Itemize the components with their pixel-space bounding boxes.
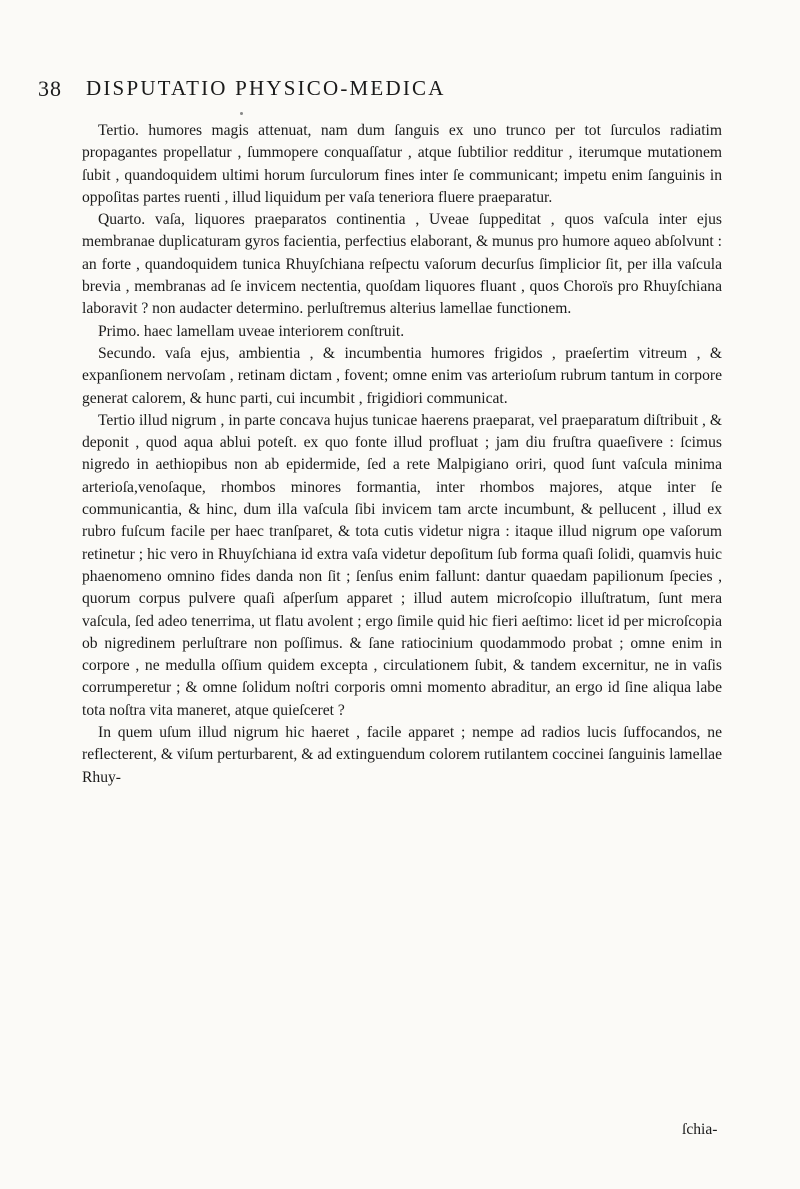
page-number: 38 [38, 76, 62, 101]
body-text [82, 120, 722, 789]
page-header [38, 76, 738, 106]
paragraph-usus: In quem uſum illud nigrum hic haeret , facile apparet ; nempe ad radios lucis ſuffocandos, ne reflecterent, & viſum perturbarent, & ad extinguendum colorem rutilantem coccinei ſanguinis lamellae Rhuy- [82, 724, 722, 786]
paragraph-primo: Primo. haec lamellam uveae interiorem conſtruit. [98, 322, 405, 340]
paragraph-tertio-nigrum: Tertio illud nigrum , in parte concava hujus tunicae haerens praeparat, vel praeparatum diſtribuit , & deponit , quod aqua ablui poteſt. ex quo fonte illud profluat ; jam diu fruſtra quaeſivere : ſcimus nigredo in aethiopibus non ab epidermide, ſed a rete Malpigiano oriri, quod ſunt vaſcula minima arterioſa,venoſaque, rhombos minores formantia, inter rhombos majores, atque inter ſe communicantia, & hinc, dum illa vaſcula ſibi invicem tam arcte incumbunt, & pellucent , illud ex rubro fuſcum facile per haec tranſparet, & tota cutis videtur nigra : itaque illud nigrum ope vaſorum retinetur ; hic vero in Rhuyſchiana id extra vaſa videtur depoſitum ſub forma quaſi ſolidi, quamvis huic phaenomeno omnino fides danda non ſit ; ſenſus enim fallunt: dantur quaedam papilionum ſpecies , quorum corpus pulvere quaſi aſperſum apparet ; illud autem microſcopio illuſtratum, ſunt mera vaſcula, ſed adeo tenerrima, ut flatu avolent ; ergo ſimile quid hic fieri aeſtimo: licet id per microſcopia ob nigredinem perluſtrare non poſſimus. & ſane ratiocinium quodammodo probat ; omne enim in corpore , ne medulla oſſium quidem excepta , circulationem ſubit, & tandem excernitur, ne in vaſis corrumperetur ; & omne ſolidum noſtri corporis omni momento abraditur, an ergo id ſine aliqua labe tota noſtra vita maneret, atque quieſceret ? [82, 411, 722, 719]
paragraph-tertio: Tertio. humores magis attenuat, nam dum ſanguis ex uno trunco per tot ſurculos radiatim propagantes propellatur , ſummopere conquaſſatur , atque ſubtilior redditur , iterumque mutationem ſubit , quandoquidem ultimi horum ſurculorum fines inter ſe communicant; impetu enim ſanguinis in oppoſitas partes ruenti , illud liquidum per vaſa teneriora fluere praeparatur. [82, 122, 722, 206]
catchword: ſchia- [682, 1121, 718, 1138]
paragraph-secundo: Secundo. vaſa ejus, ambientia , & incumbentia humores frigidos , praeſertim vitreum , & expanſionem nervoſam , retinam dictam , fovent; omne enim vas arterioſum rubrum tantum in corpore generat calorem, & hunc parti, cui incumbit , frigidiori communicat. [82, 344, 722, 407]
ink-speck [240, 112, 243, 115]
paragraph-quarto: Quarto. vaſa, liquores praeparatos continentia , Uveae ſuppeditat , quos vaſcula inter ejus membranae duplicaturam gyros facientia, perfectius elaborant, & munus pro humore aqueo abſolvunt : an forte , quandoquidem tunica Rhuyſchiana reſpectu vaſorum decurſus ſimplicior ſit, per illa vaſcula brevia , membranas ad ſe invicem nectentia, quoſdam liquores fluant , quos Choroïs pro Rhuyſchiana laboravit ? non audacter determino. perluſtremus alterius lamellae functionem. [82, 211, 722, 318]
running-title: DISPUTATIO PHYSICO-MEDICA [86, 76, 446, 100]
